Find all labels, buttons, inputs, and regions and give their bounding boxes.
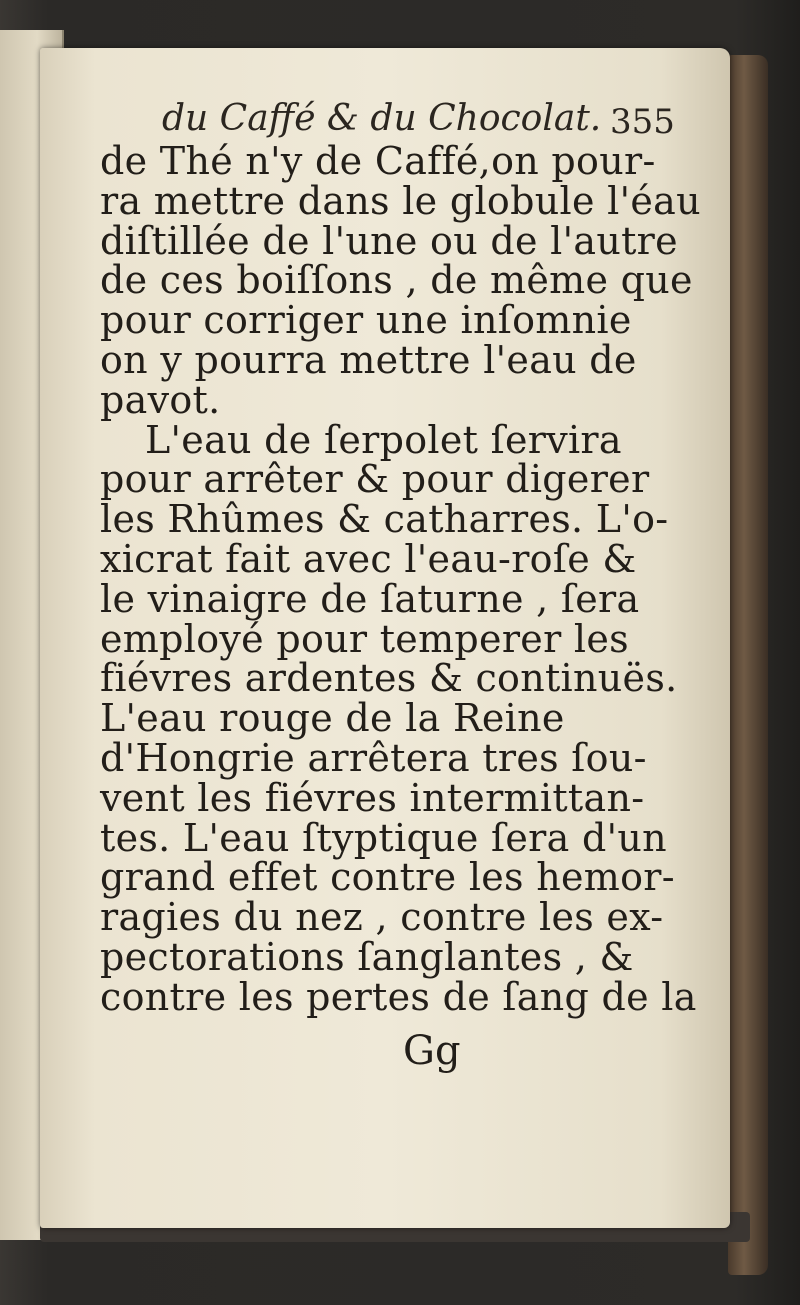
text-line: pour arrêter & pour digerer [100, 457, 650, 502]
text-line: de ces boiſſons , de même que [100, 258, 693, 303]
text-line: ra mettre dans le globule l'éau [100, 178, 701, 223]
text-line: grand effet contre les hemor- [100, 855, 675, 900]
text-line: d'Hongrie arrêtera tres ſou- [100, 735, 647, 780]
text-line: on y pourra mettre l'eau de [100, 337, 637, 382]
book-spine [728, 55, 768, 1275]
page-number: 355 [610, 102, 675, 142]
text-line: L'eau rouge de la Reine [100, 696, 565, 741]
text-line: xicrat fait avec l'eau-roſe & [100, 536, 637, 581]
text-line: pour corriger une inſomnie [100, 298, 632, 343]
text-line: diſtillée de l'une ou de l'autre [100, 218, 678, 263]
body-text [100, 139, 701, 1019]
text-line: les Rhûmes & catharres. L'o- [100, 497, 669, 542]
text-line: fiévres ardentes & continuës. [100, 656, 678, 701]
signature-mark: Gg [403, 1028, 461, 1074]
text-line: pavot. [100, 377, 221, 422]
text-line: contre les pertes de ſang de la [100, 974, 697, 1019]
text-line: employé pour temperer les [100, 616, 629, 661]
text-line: de Thé n'y de Caffé,on pour- [100, 139, 656, 183]
text-line: pectorations ſanglantes , & [100, 934, 634, 979]
text-line: L'eau de ſerpolet ſervira [145, 417, 622, 462]
text-line: vent les fiévres intermittan- [100, 775, 645, 820]
text-line: ragies du nez , contre les ex- [100, 895, 664, 940]
text-line: tes. L'eau ſtyptique ſera d'un [100, 815, 667, 860]
text-line: le vinaigre de ſaturne , ſera [100, 576, 640, 621]
running-head: du Caffé & du Chocolat. [162, 98, 602, 139]
